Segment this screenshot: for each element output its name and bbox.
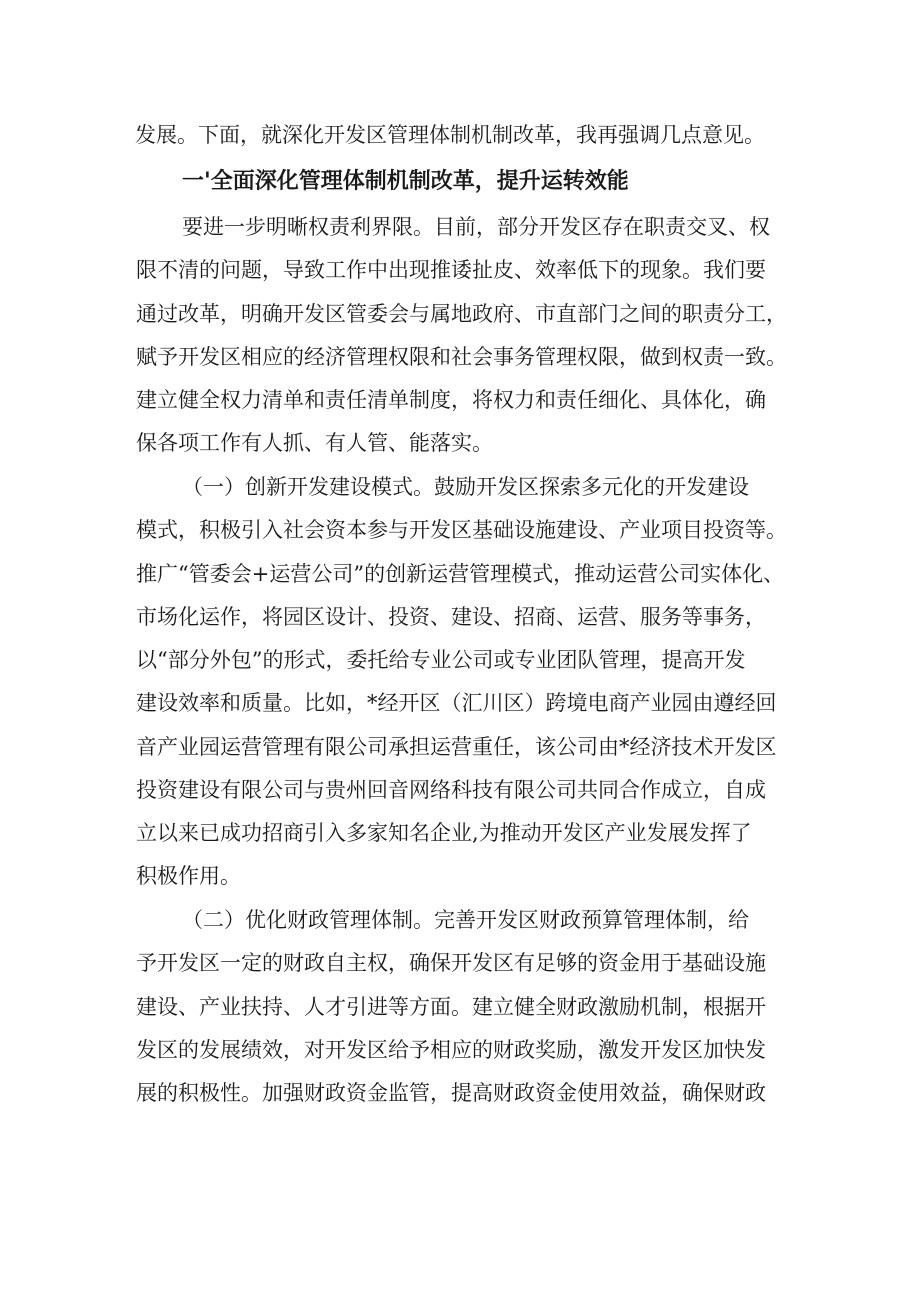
- paragraph-line: 要进一步明晰权责利界限。目前，部分开发区存在职责交叉、权: [182, 215, 770, 239]
- paragraph-line: 建设、产业扶持、人才引进等方面。建立健全财政激励机制，根据开: [136, 995, 766, 1019]
- paragraph-line: 立以来已成功招商引入多家知名企业,为推动开发区产业发展发挥了: [136, 821, 752, 845]
- paragraph-line: 建设效率和质量。比如，*经开区（汇川区）跨境电商产业园由遵经回: [136, 691, 777, 715]
- paragraph-line: 予开发区一定的财政自主权，确保开发区有足够的资金用于基础设施: [136, 951, 766, 975]
- section-heading: 一'全面深化管理体制机制改革，提升运转效能: [182, 169, 629, 194]
- paragraph-line: 限不清的问题，导致工作中出现推诿扯皮、效率低下的现象。我们要: [136, 258, 766, 282]
- paragraph-line: 以“部分外包”的形式，委托给专业公司或专业团队管理，提高开发: [136, 648, 746, 672]
- paragraph-line: 模式，积极引入社会资本参与开发区基础设施建设、产业项目投资等。: [136, 518, 787, 542]
- paragraph-line: 建立健全权力清单和责任清单制度，将权力和责任细化、具体化，确: [136, 388, 766, 412]
- paragraph-line: 保各项工作有人抓、有人管、能落实。: [136, 431, 493, 455]
- paragraph-line: 音产业园运营管理有限公司承担运营重任，该公司由*经济技术开发区: [136, 735, 777, 759]
- paragraph-line: （一）创新开发建设模式。鼓励开发区探索多元化的开发建设: [182, 475, 749, 499]
- paragraph-line: 通过改革，明确开发区管委会与属地政府、市直部门之间的职责分工，: [136, 302, 787, 326]
- paragraph-line: 投资建设有限公司与贵州回音网络科技有限公司共同合作成立，自成: [136, 778, 766, 802]
- paragraph-line: 展的积极性。加强财政资金监管，提高财政资金使用效益，确保财政: [136, 1081, 766, 1105]
- paragraph-line: 发区的发展绩效，对开发区给予相应的财政奖励，激发开发区加快发: [136, 1038, 766, 1062]
- paragraph-line: 赋予开发区相应的经济管理权限和社会事务管理权限，做到权责一致。: [136, 345, 787, 369]
- paragraph-line: 推广“管委会+运营公司”的创新运营管理模式，推动运营公司实体化、: [136, 562, 785, 586]
- paragraph-line: （二）优化财政管理体制。完善开发区财政预算管理体制，给: [182, 908, 749, 932]
- paragraph-line: 市场化运作，将园区设计、投资、建设、招商、运营、服务等事务，: [136, 605, 766, 629]
- paragraph-line: 积极作用。: [136, 864, 241, 888]
- intro-line: 发展。下面，就深化开发区管理体制机制改革，我再强调几点意见。: [135, 123, 765, 147]
